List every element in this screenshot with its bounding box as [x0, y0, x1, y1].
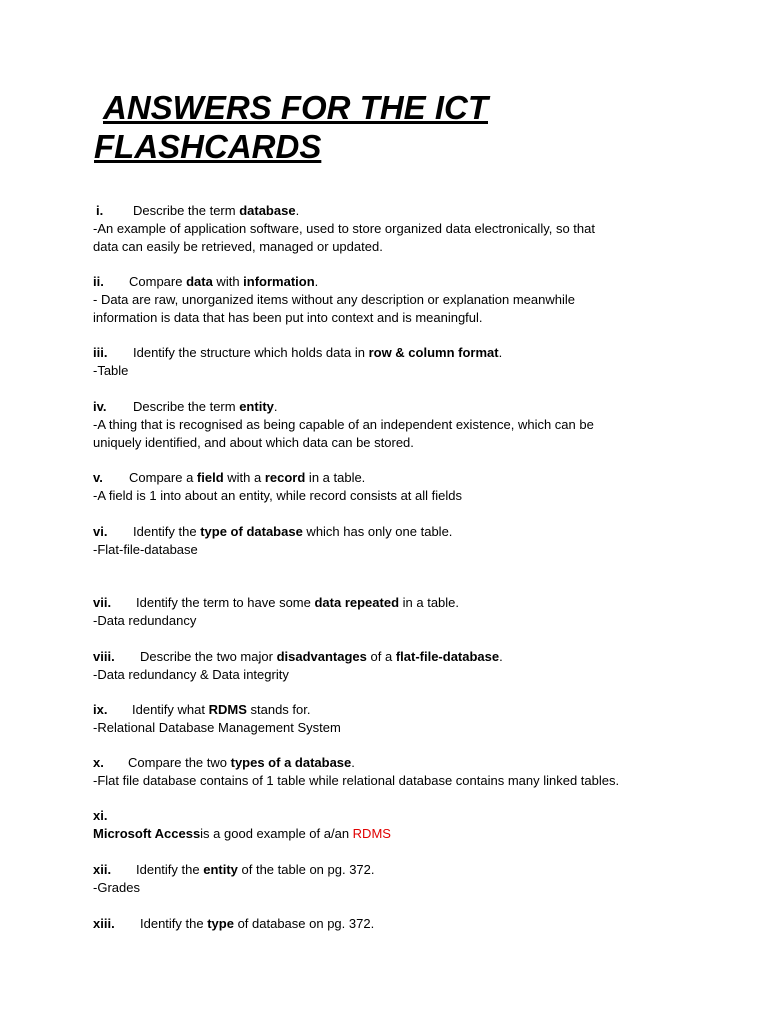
question-line: i. Describe the term database.	[93, 202, 693, 220]
page-title	[94, 88, 714, 166]
item-number: ii.	[93, 274, 104, 289]
item-number: iv.	[93, 399, 107, 414]
question-line: viii. Describe the two major disadvantages of a flat-file-database.	[93, 649, 503, 664]
answer-line: uniquely identified, and about which data can be stored.	[93, 434, 414, 450]
question-vii	[93, 594, 693, 630]
question-line: ii. Compare data with information.	[93, 274, 319, 289]
answer-line: Microsoft Accessis a good example of a/an RDMS	[93, 825, 391, 841]
answer-line: data can easily be retrieved, managed or updated.	[93, 238, 383, 254]
question-ix	[93, 701, 693, 737]
question-xii	[93, 861, 693, 897]
question-v	[93, 469, 693, 505]
title-line-2: FLASHCARDS	[94, 128, 322, 165]
item-number: i.	[96, 203, 104, 218]
item-number: xii.	[93, 862, 112, 877]
answer-line: information is data that has been put into context and is meaningful.	[93, 309, 483, 325]
question-x	[93, 754, 693, 790]
question-xiii	[93, 915, 693, 933]
item-number: vii.	[93, 595, 112, 610]
answer-line: -Table	[93, 362, 129, 378]
answer-line: -Data redundancy	[93, 612, 197, 628]
item-number: xi.	[93, 808, 108, 823]
question-line: vii. Identify the term to have some data repeated in a table.	[93, 595, 460, 610]
question-line: iii. Identify the structure which holds data in row & column format.	[93, 345, 503, 360]
question-line: x. Compare the two types of a database.	[93, 755, 355, 770]
item-number: iii.	[93, 345, 108, 360]
question-iii	[93, 344, 693, 380]
question-xi	[93, 807, 693, 843]
item-number: viii.	[93, 649, 115, 664]
answer-line: -Grades	[93, 879, 140, 895]
question-line: ix. Identify what RDMS stands for.	[93, 702, 311, 717]
question-line	[93, 807, 693, 825]
question-viii	[93, 648, 693, 684]
item-number: v.	[93, 470, 103, 485]
answer-line: -Flat file database contains of 1 table while relational database contains many linked tables.	[93, 772, 620, 788]
answer-line: - Data are raw, unorganized items without any description or explanation meanwhile	[93, 291, 575, 307]
item-number: x.	[93, 755, 104, 770]
answer-line: -Relational Database Management System	[93, 719, 341, 735]
answer-line: -An example of application software, used to store organized data electronically, so that	[93, 220, 595, 236]
answer-line: -Flat-file-database	[93, 541, 198, 557]
title-line-1: ANSWERS FOR THE ICT	[103, 89, 488, 126]
highlighted-answer: RDMS	[352, 825, 391, 841]
question-vi	[93, 523, 693, 559]
question-ii	[93, 273, 693, 326]
question-line: xii. Identify the entity of the table on pg. 372.	[93, 862, 375, 877]
question-line: iv. Describe the term entity.	[93, 399, 278, 414]
question-line: vi. Identify the type of database which has only one table.	[93, 524, 453, 539]
item-number: ix.	[93, 702, 108, 717]
answer-line: -A field is 1 into about an entity, while record consists at all fields	[93, 487, 463, 503]
question-line: xiii. Identify the type of database on pg. 372.	[93, 916, 375, 931]
question-line: v. Compare a field with a record in a table.	[93, 470, 366, 485]
answer-line: -Data redundancy & Data integrity	[93, 666, 289, 682]
item-number: vi.	[93, 524, 108, 539]
answer-line: -A thing that is recognised as being capable of an independent existence, which can be	[93, 416, 594, 432]
question-iv	[93, 398, 693, 451]
question-i	[93, 202, 693, 255]
item-number: xiii.	[93, 916, 115, 931]
